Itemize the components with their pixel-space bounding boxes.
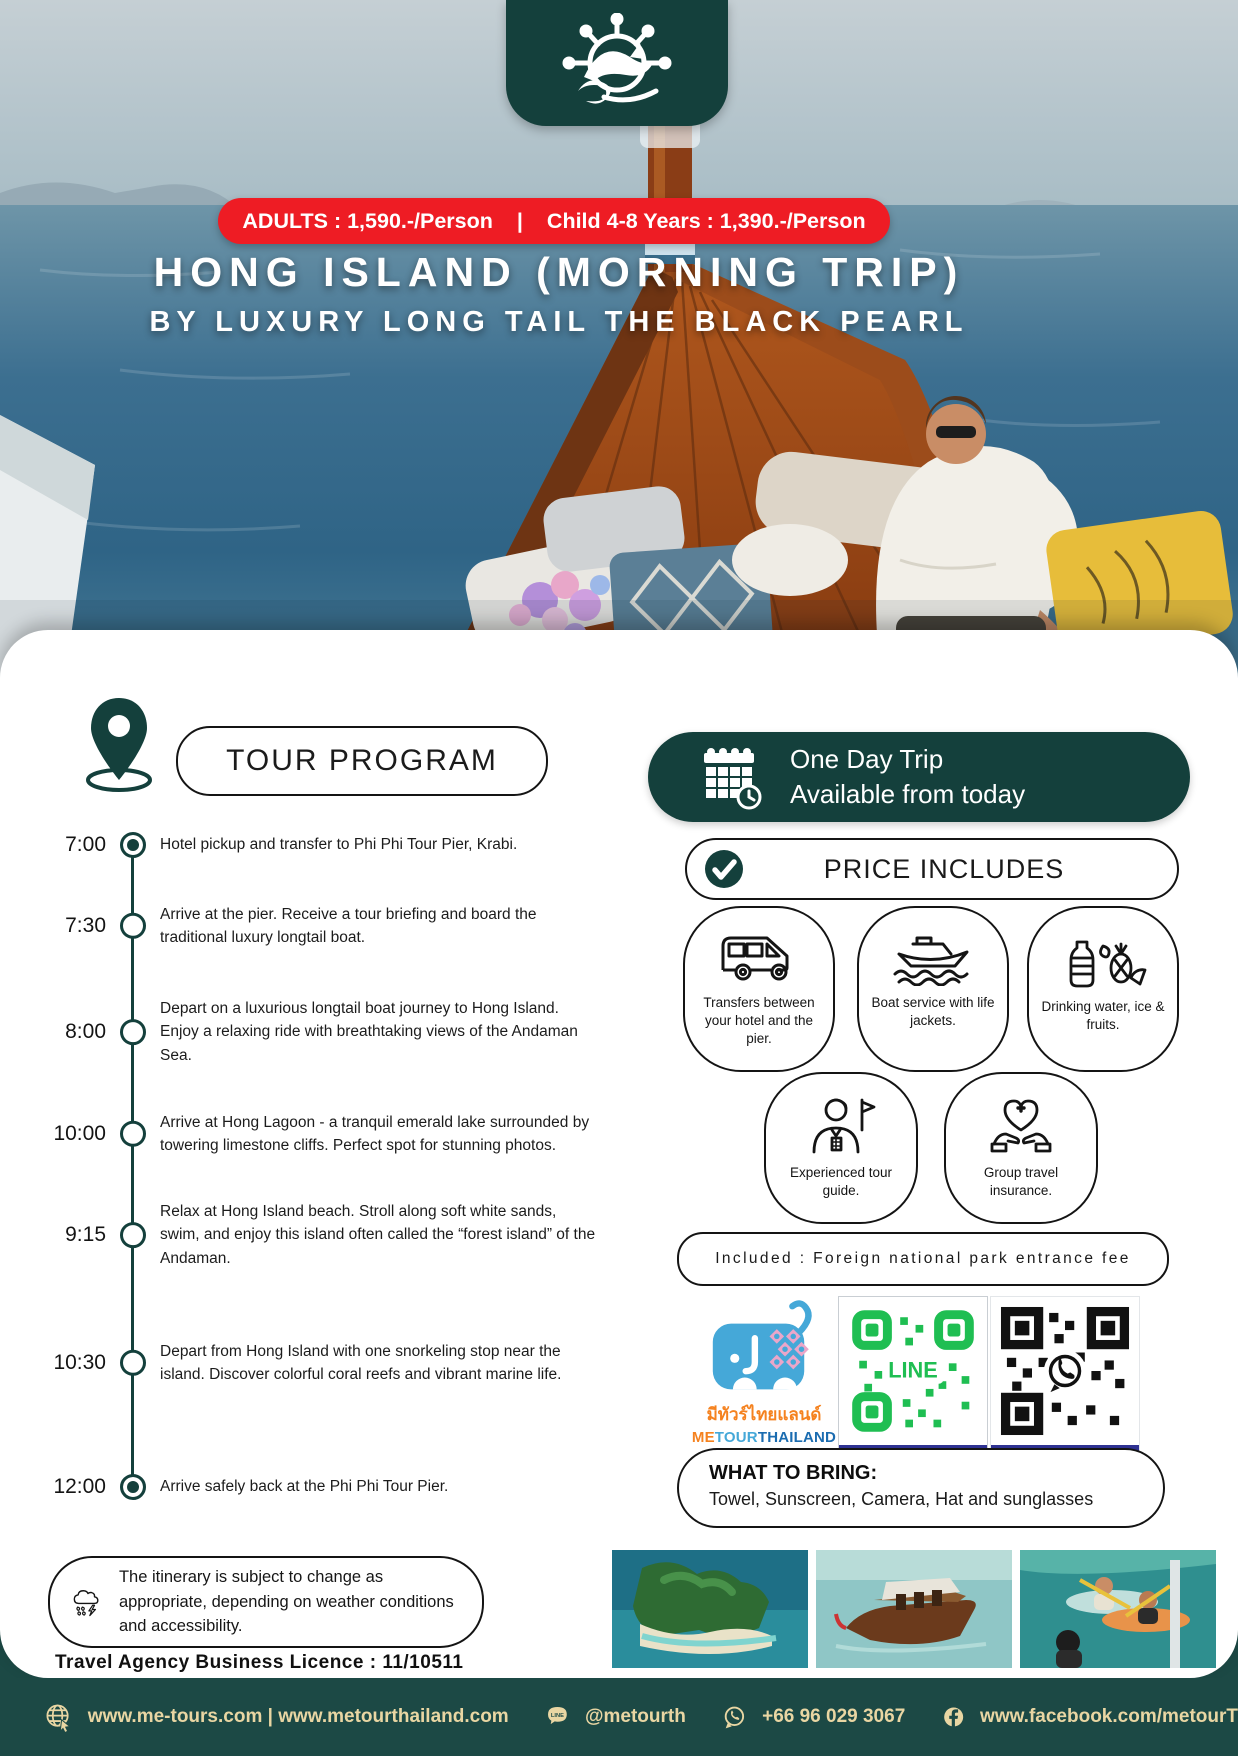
licence-text: Travel Agency Business Licence : 11/10511: [55, 1652, 464, 1673]
timeline-item: [48, 997, 600, 1067]
tour-program-label: TOUR PROGRAM: [226, 744, 498, 777]
photo-kayaking: [1020, 1550, 1216, 1668]
one-day-trip-banner: [648, 732, 1190, 822]
boat-icon: [889, 928, 977, 986]
include-item-insurance: [944, 1072, 1098, 1224]
timeline-item: [48, 1474, 600, 1500]
timeline-time: 7:30: [65, 914, 106, 937]
timeline-item: [48, 1340, 600, 1387]
timeline-dot: [120, 1350, 146, 1376]
timeline-time: 10:30: [53, 1351, 106, 1374]
footer-websites: www.me-tours.com | www.metourthailand.com: [87, 1706, 509, 1727]
timeline-description: Depart on a luxurious longtail boat journey to Hong Island. Enjoy a relaxing ride with breathtaking views of the Andaman Sea.: [160, 1000, 578, 1064]
timeline-description: Arrive safely back at the Phi Phi Tour Pier.: [160, 1478, 449, 1496]
include-item-label: Transfers between your hotel and the pier.: [703, 995, 815, 1047]
brand-logo-badge: [506, 0, 728, 126]
what-to-bring-text: Towel, Sunscreen, Camera, Hat and sunglasses: [709, 1489, 1094, 1509]
include-item-label: Drinking water, ice & fruits.: [1041, 999, 1165, 1033]
include-item-refreshments: [1027, 906, 1179, 1072]
include-item-transfers: [683, 906, 835, 1072]
timeline-item: [48, 832, 600, 858]
hero-photo: [0, 0, 1238, 700]
weather-disclaimer-text: The itinerary is subject to change as appropriate, depending on weather conditions and accessibility.: [118, 1567, 454, 1636]
timeline-description: Arrive at Hong Lagoon - a tranquil emerald lake surrounded by towering limestone cliffs. Perfect spot for stunning photos.: [160, 1113, 590, 1154]
brand-en-name: METOURTHAILAND: [691, 1429, 837, 1446]
price-separator: |: [516, 208, 523, 233]
line-qr-icon: [849, 1307, 977, 1435]
photo-longtail-boat: [816, 1550, 1012, 1668]
timeline-time: 7:00: [65, 833, 106, 856]
footer-bar: [0, 1678, 1238, 1756]
weather-icon: [72, 1571, 103, 1633]
timeline-time: 12:00: [53, 1475, 106, 1498]
footer-phone: +66 96 029 3067: [762, 1706, 906, 1727]
tour-guide-icon: [802, 1094, 880, 1156]
whatsapp-qr-icon: [999, 1305, 1131, 1437]
timeline-dot: [120, 913, 146, 939]
price-includes-heading: [685, 838, 1179, 900]
timeline-time: 8:00: [65, 1020, 106, 1043]
timeline-dot: [120, 1019, 146, 1045]
timeline-dot-filled: [120, 832, 146, 858]
ship-wheel-dolphin-logo-icon: [542, 13, 692, 113]
timeline-description: Relax at Hong Island beach. Stroll along soft white sands, swim, and enjoy this island often called the “forest island” of the Andaman.: [160, 1203, 596, 1267]
timeline-time: 10:00: [53, 1122, 106, 1145]
facebook-icon: [941, 1700, 966, 1734]
adult-price: ADULTS : 1,590.-/Person: [242, 208, 493, 233]
timeline-description: Arrive at the pier. Receive a tour briefing and board the traditional luxury longtail boat.: [160, 905, 537, 946]
check-icon: [703, 848, 745, 890]
include-item-boat: [857, 906, 1009, 1072]
footer-facebook: www.facebook.com/metourT: [980, 1706, 1238, 1727]
include-item-guide: [764, 1072, 918, 1224]
what-to-bring-box: [677, 1448, 1165, 1528]
metourthailand-brand: [688, 1298, 840, 1446]
refreshments-icon: [1059, 928, 1147, 990]
elephant-logo-icon: [700, 1298, 828, 1394]
included-note: Included : Foreign national park entrance fee: [677, 1232, 1169, 1286]
timeline-dot: [120, 1222, 146, 1248]
location-pin-icon: [78, 692, 160, 800]
tour-program-heading: [176, 726, 548, 796]
page-title: HONG ISLAND (MORNING TRIP): [153, 249, 965, 295]
globe-cursor-icon: [44, 1697, 74, 1737]
timeline-dot-filled: [120, 1474, 146, 1500]
line-qr-code: [839, 1297, 987, 1445]
weather-disclaimer: [48, 1556, 484, 1648]
price-includes-label: PRICE INCLUDES: [823, 853, 1065, 884]
line-qr-center-label: LINE: [888, 1357, 938, 1383]
price-banner: [218, 198, 890, 244]
svg-text:LINE: LINE: [551, 1713, 565, 1719]
line-icon: [544, 1699, 571, 1735]
insurance-icon: [982, 1094, 1060, 1156]
timeline-description: Hotel pickup and transfer to Phi Phi Tour Pier, Krabi.: [160, 836, 518, 854]
timeline-dot: [120, 1121, 146, 1147]
timeline-item: [48, 1200, 600, 1270]
footer-line-id: @metourth: [584, 1706, 686, 1727]
calendar-icon: [698, 743, 764, 811]
whatsapp-qr-code: [991, 1297, 1139, 1445]
whatsapp-icon: [721, 1699, 748, 1735]
timeline-description: Depart from Hong Island with one snorkeling stop near the island. Discover colorful coral reefs and vibrant marine life.: [160, 1342, 562, 1383]
van-icon: [715, 928, 803, 986]
one-day-trip-line1: One Day Trip: [790, 743, 944, 774]
include-item-label: Boat service with life jackets.: [871, 995, 995, 1029]
brand-thai-name: มีทัวร์ไทยแลนด์: [706, 1405, 822, 1424]
one-day-trip-line2: Available from today: [790, 779, 1026, 809]
whatsapp-qr-card: [990, 1296, 1140, 1472]
what-to-bring-heading: WHAT TO BRING:: [709, 1462, 878, 1484]
include-item-label: Experienced tour guide.: [789, 1165, 893, 1199]
include-item-label: Group travel insurance.: [983, 1165, 1059, 1199]
timeline-item: [48, 1111, 600, 1158]
timeline-time: 9:15: [65, 1223, 106, 1246]
child-price: Child 4-8 Years : 1,390.-/Person: [546, 208, 866, 233]
photo-hong-island-aerial: [612, 1550, 808, 1668]
timeline-item: [48, 903, 600, 950]
page-subtitle: BY LUXURY LONG TAIL THE BLACK PEARL: [149, 306, 969, 338]
line-qr-card: [838, 1296, 988, 1472]
